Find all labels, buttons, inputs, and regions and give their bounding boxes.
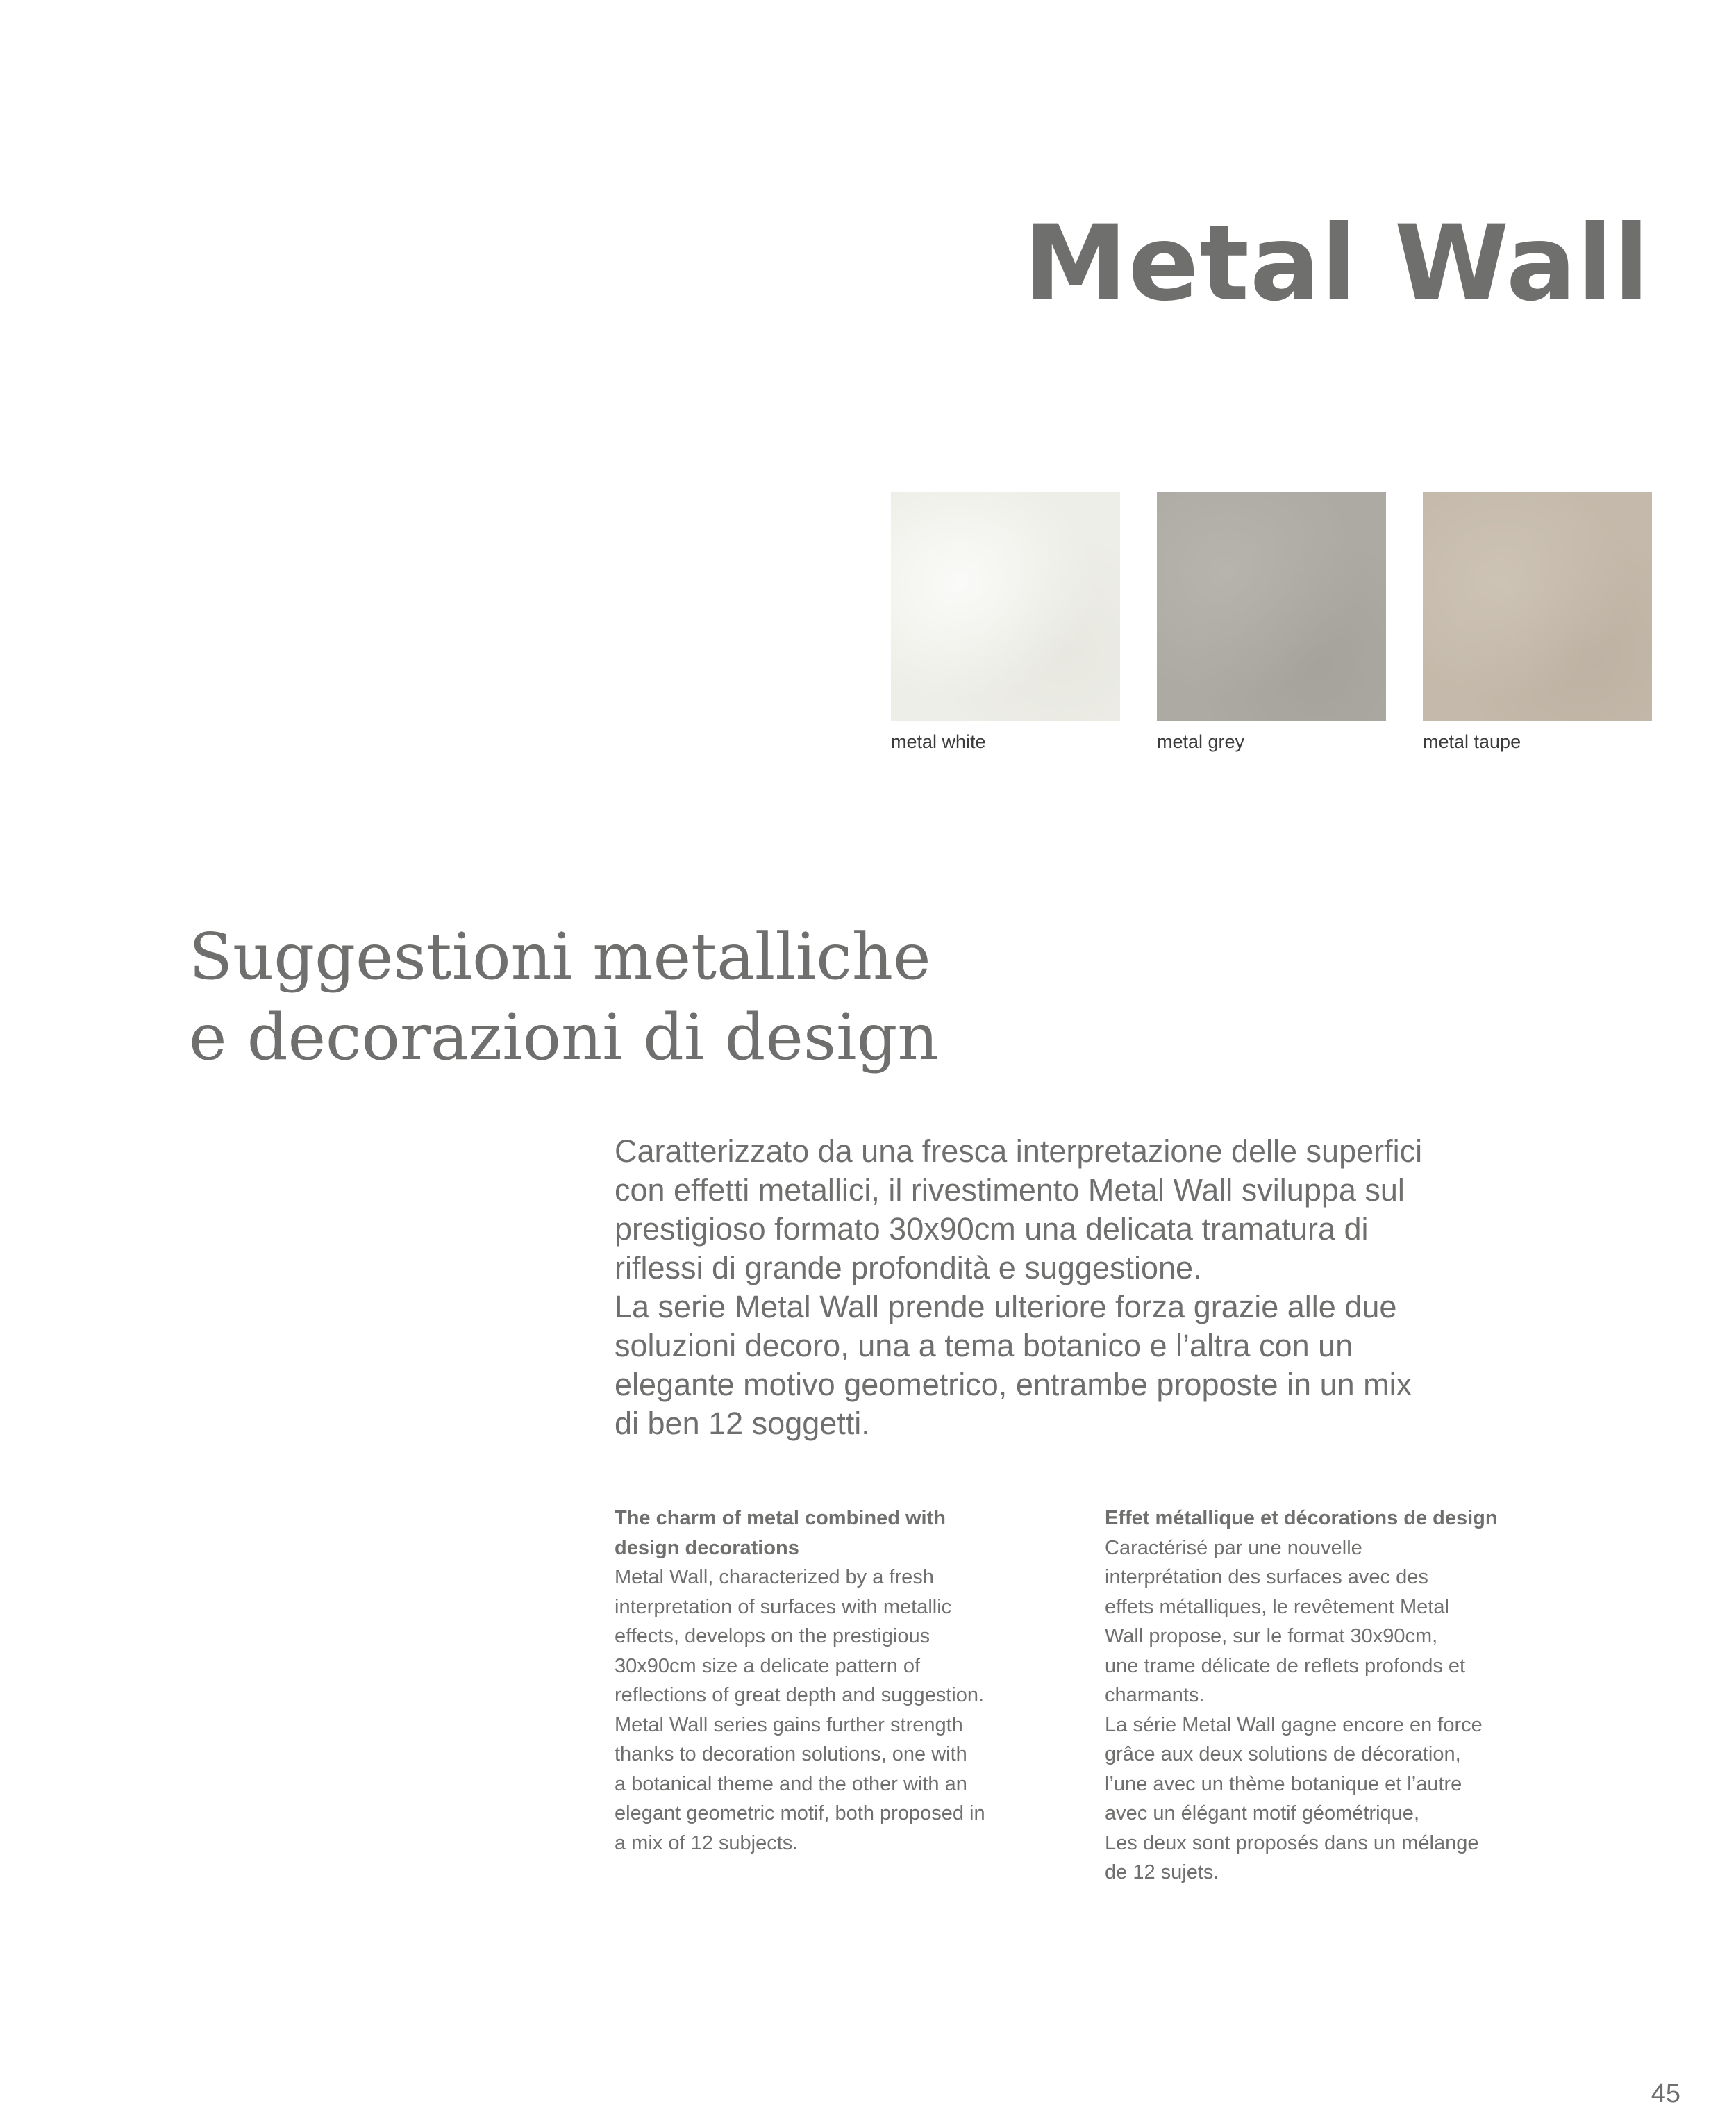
french-body-line: La série Metal Wall gagne encore en force — [1105, 1713, 1483, 1736]
french-body-line: de 12 sujets. — [1105, 1861, 1219, 1883]
french-body-line: Les deux sont proposés dans un mélange — [1105, 1831, 1479, 1854]
english-body-line: Metal Wall series gains further strength — [615, 1713, 963, 1736]
english-body-line: reflections of great depth and suggestion. — [615, 1684, 985, 1706]
english-body-line: a mix of 12 subjects. — [615, 1831, 799, 1854]
french-heading — [1105, 1504, 1563, 1533]
french-body-line: grâce aux deux solutions de décoration, — [1105, 1743, 1461, 1765]
french-body-line: Wall propose, sur le format 30x90cm, — [1105, 1625, 1438, 1647]
english-body-line: a botanical theme and the other with an — [615, 1772, 967, 1795]
french-body-line: Caractérisé par une nouvelle — [1105, 1536, 1362, 1559]
french-body-line: effets métalliques, le revêtement Metal — [1105, 1595, 1449, 1618]
french-body-line: l’une avec un thème botanique et l’autre — [1105, 1772, 1462, 1795]
english-heading — [615, 1504, 1073, 1563]
english-column — [615, 1504, 1073, 1858]
english-body-line: 30x90cm size a delicate pattern of — [615, 1654, 921, 1677]
swatch-metal-grey — [1157, 492, 1386, 753]
page-number: 45 — [1651, 2079, 1680, 2108]
english-heading-line: design decorations — [615, 1536, 799, 1559]
french-body — [1105, 1533, 1563, 1888]
swatch-label-metal-taupe: metal taupe — [1423, 731, 1521, 752]
french-body-line: avec un élégant motif géométrique, — [1105, 1802, 1419, 1824]
english-body-line: effects, develops on the prestigious — [615, 1625, 930, 1647]
swatch-metal-taupe — [1423, 492, 1652, 753]
lead-line: Caratterizzato da una fresca interpretazione delle superfici — [615, 1133, 1423, 1169]
italian-description — [615, 1132, 1587, 1443]
lead-line: soluzioni decoro, una a tema botanico e l’altra con un — [615, 1328, 1353, 1363]
lead-line: La serie Metal Wall prende ulteriore forza grazie alle due — [615, 1289, 1397, 1324]
french-body-line: interprétation des surfaces avec des — [1105, 1566, 1428, 1588]
swatch-label-metal-white: metal white — [891, 731, 986, 752]
swatch-label-metal-grey: metal grey — [1157, 731, 1245, 752]
lead-line: elegante motivo geometrico, entrambe proposte in un mix — [615, 1367, 1412, 1402]
swatch-metal-white — [891, 492, 1120, 753]
english-body-line: Metal Wall, characterized by a fresh — [615, 1566, 934, 1588]
french-heading-line: Effet métallique et décorations de design — [1105, 1507, 1498, 1529]
english-body-line: elegant geometric motif, both proposed in — [615, 1802, 985, 1824]
english-heading-line: The charm of metal combined with — [615, 1507, 946, 1529]
section-subtitle — [189, 917, 939, 1078]
french-body-line: charmants. — [1105, 1684, 1205, 1706]
swatch-tile-metal-taupe — [1423, 492, 1652, 721]
english-body-line: interpretation of surfaces with metallic — [615, 1595, 952, 1618]
page-title: Metal Wall — [1024, 203, 1650, 324]
english-body — [615, 1563, 1073, 1858]
subtitle-line: e decorazioni di design — [189, 1000, 939, 1074]
subtitle-line: Suggestioni metalliche — [189, 919, 931, 994]
lead-line: con effetti metallici, il rivestimento Metal Wall sviluppa sul — [615, 1172, 1405, 1208]
lead-line: riflessi di grande profondità e suggestione. — [615, 1250, 1202, 1285]
english-body-line: thanks to decoration solutions, one with — [615, 1743, 967, 1765]
swatch-tile-metal-grey — [1157, 492, 1386, 721]
lead-line: prestigioso formato 30x90cm una delicata tramatura di — [615, 1211, 1369, 1247]
lead-line: di ben 12 soggetti. — [615, 1406, 870, 1441]
french-body-line: une trame délicate de reflets profonds et — [1105, 1654, 1466, 1677]
swatch-tile-metal-white — [891, 492, 1120, 721]
french-column — [1105, 1504, 1563, 1888]
